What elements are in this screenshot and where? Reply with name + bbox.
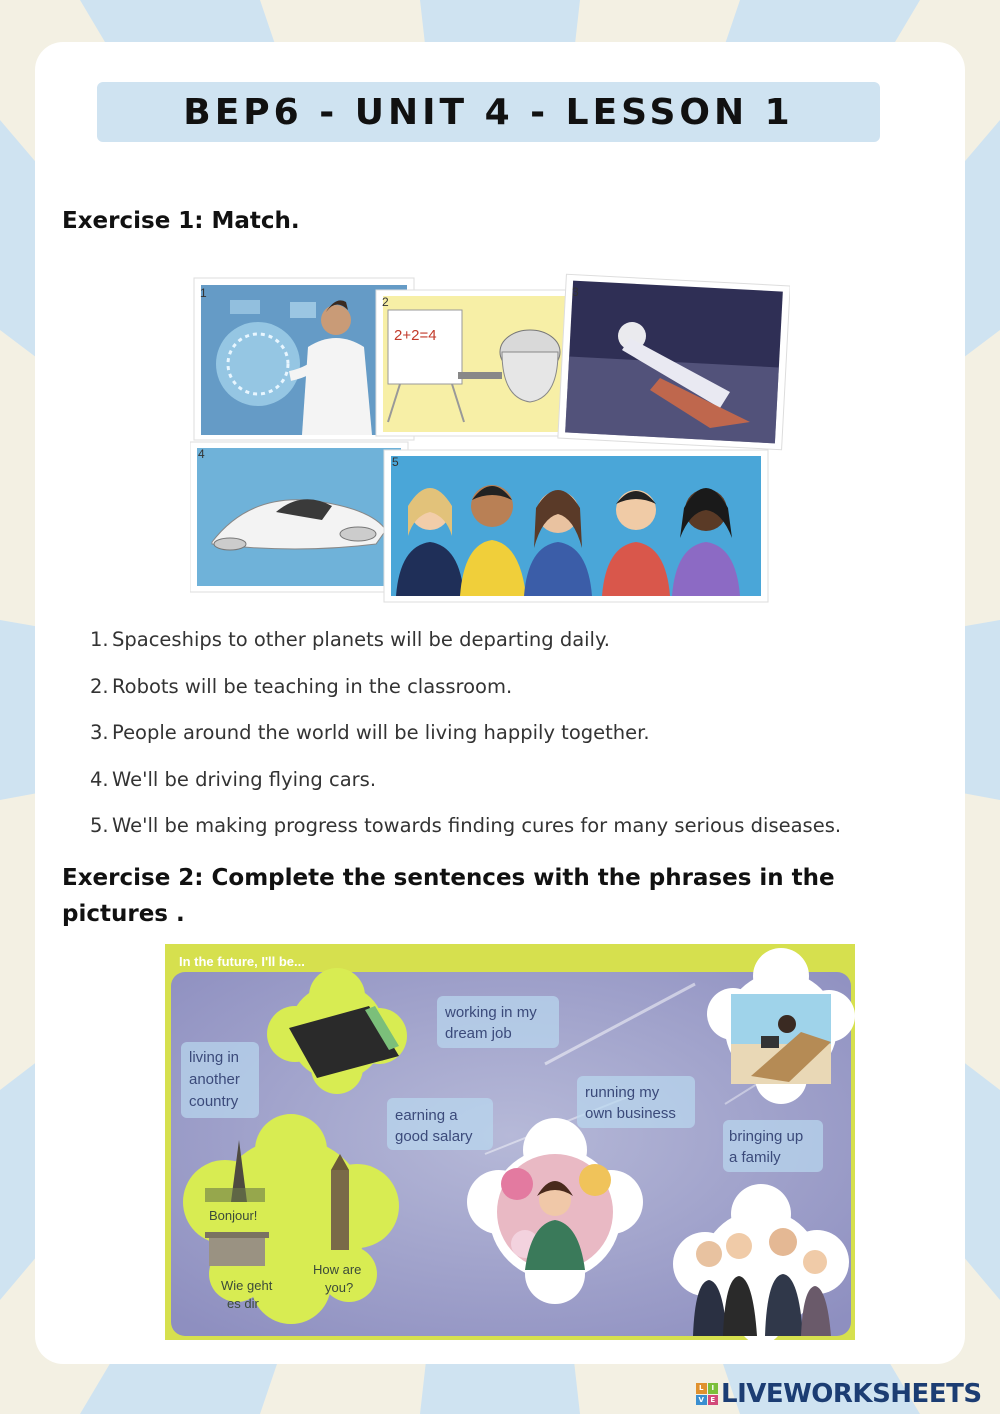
svg-text:a family [729, 1149, 781, 1166]
phrase-line: running my [585, 1084, 660, 1101]
phrase-bringing [723, 1120, 823, 1172]
photo-label-2: 2 [382, 295, 389, 309]
svg-text:earning a [395, 1107, 458, 1124]
phrase-line: another [189, 1071, 240, 1088]
svg-text:you? [325, 1280, 353, 1295]
photo-robot-teacher [376, 290, 578, 436]
logo-letter: I [708, 1383, 719, 1394]
phrase-living-in [181, 1042, 259, 1118]
photo-label-1: 1 [200, 286, 207, 300]
bubble-wie-line: es dir [227, 1296, 259, 1311]
svg-text:running my [585, 1084, 660, 1101]
phrase-line: dream job [445, 1025, 512, 1042]
svg-text:living in [189, 1049, 239, 1066]
photo-space-shuttle [558, 274, 790, 449]
exercise-2-heading: Exercise 2: Complete the sentences with the phrases in the pictures . [62, 865, 835, 927]
phrase-line: earning a [395, 1107, 458, 1124]
liveworksheets-brand: LIVEWORKSHEETS [721, 1379, 982, 1409]
svg-text:es dir [227, 1296, 259, 1311]
exercise-1-sentence-list [90, 622, 950, 855]
logo-letter: E [708, 1395, 719, 1406]
phrase-line: good salary [395, 1128, 473, 1145]
poster-banner: In the future, I'll be... [179, 954, 305, 969]
item-number: 4. [90, 767, 109, 791]
bubble-wie-line: Wie geht [221, 1278, 273, 1293]
svg-text:country [189, 1093, 239, 1110]
item-number: 5. [90, 814, 109, 837]
item-text: Spaceships to other planets will be departing daily. [112, 628, 610, 651]
phrase-earning [387, 1098, 493, 1150]
svg-text:How are [313, 1262, 361, 1277]
phrase-running [577, 1076, 695, 1128]
svg-text:dream job [445, 1025, 512, 1042]
photo-label-4: 4 [198, 447, 205, 461]
phrase-line: bringing up [729, 1128, 804, 1145]
list-item [90, 715, 950, 762]
svg-text:bringing up [729, 1128, 803, 1145]
bubble-bonjour: Bonjour! [209, 1208, 258, 1223]
title-bar [97, 82, 880, 142]
phrase-line: working in my [445, 1004, 537, 1021]
list-item [90, 762, 950, 809]
svg-text:working in my [444, 1004, 537, 1021]
item-text: Robots will be teaching in the classroom. [112, 674, 513, 698]
photo-children [384, 450, 768, 602]
logo-letter: L [696, 1383, 707, 1394]
svg-text:Wie geht [221, 1278, 273, 1293]
exercise-1-heading: Exercise 1: Match. [62, 208, 300, 234]
list-item [90, 808, 950, 855]
whiteboard-text: 2+2=4 [394, 327, 437, 344]
phrase-line: a family [729, 1149, 781, 1166]
item-text: We'll be making progress towards finding cures for many serious diseases. [112, 814, 842, 837]
page-title: BEP6 - UNIT 4 - LESSON 1 [183, 91, 794, 133]
item-text: We'll be driving flying cars. [112, 767, 377, 791]
liveworksheets-footer [696, 1378, 982, 1410]
item-number: 2. [90, 674, 109, 698]
phrase-line: country [189, 1093, 239, 1110]
photo-label-5: 5 [392, 455, 399, 469]
svg-text:good salary [395, 1128, 473, 1145]
photo-label-3: 3 [572, 285, 579, 299]
logo-letter: V [696, 1395, 707, 1406]
item-number: 3. [90, 721, 109, 744]
phrase-line: own business [585, 1105, 676, 1122]
exercise-2-future-poster [165, 944, 855, 1340]
svg-text:another [189, 1071, 240, 1088]
exercise-1-photo-collage [190, 272, 790, 607]
phrase-working [437, 996, 559, 1048]
svg-text:own business [585, 1105, 676, 1122]
list-item [90, 669, 950, 716]
list-item [90, 622, 950, 669]
bubble-how-line: you? [325, 1280, 354, 1295]
phrase-line: living in [189, 1049, 240, 1066]
bubble-how-line: How are [313, 1262, 362, 1277]
photo-flying-car [190, 442, 408, 592]
liveworksheets-logo-icon [696, 1383, 718, 1405]
item-text: People around the world will be living happily together. [112, 721, 650, 744]
item-number: 1. [90, 628, 109, 651]
